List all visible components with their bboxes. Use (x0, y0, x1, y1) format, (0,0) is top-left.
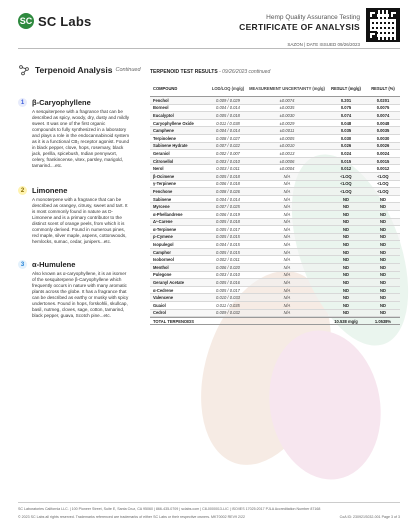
cell-result-mg: ND (343, 264, 349, 270)
cell-result-pct: ND (380, 242, 386, 248)
cell-compound: Caryophyllene Oxide (153, 120, 194, 126)
cell-result-pct: <LOQ (377, 188, 389, 194)
cell-lod-loq: 0.008 / 0.026 (216, 188, 240, 194)
sc-labs-logo-icon: SC (18, 13, 34, 29)
table-row (150, 112, 400, 120)
cell-compound: Myrcene (153, 204, 170, 210)
header-meta: SAZON | DATE ISSUED 09/26/2023 (287, 42, 360, 47)
table-row (150, 294, 400, 302)
cell-compound: Camphor (153, 249, 171, 255)
sc-labs-logo-text: SC Labs (38, 13, 92, 29)
cell-result-mg: ND (343, 257, 349, 263)
table-row (150, 165, 400, 173)
cell-result-mg: ND (343, 287, 349, 293)
header-compound: COMPOUND (153, 85, 178, 91)
terpene-name: β-Caryophyllene (32, 98, 91, 107)
cell-uncertainty: N/A (283, 204, 291, 210)
cell-result-pct: ND (380, 219, 386, 225)
cell-uncertainty: N/A (283, 173, 291, 179)
cell-compound: Guaiol (153, 302, 166, 308)
cell-compound: Citronellol (153, 158, 174, 164)
cell-lod-loq: 0.005 / 0.018 (216, 112, 240, 118)
table-row (150, 211, 400, 219)
sc-labs-logo (18, 13, 91, 29)
cell-compound: Borneol (153, 105, 169, 111)
table-row (150, 287, 400, 295)
footer-coa-id: CoA ID: 230921S032-001 Page 3 of 3 (339, 515, 400, 519)
cell-result-pct: 0.0015 (376, 158, 390, 164)
table-row (150, 302, 400, 310)
cell-compound: α-Phellandrene (153, 211, 183, 217)
cell-lod-loq: 0.011 / 0.038 (216, 120, 240, 126)
cell-compound: Fenchol (153, 97, 169, 103)
cell-result-pct: ND (380, 295, 386, 301)
cell-result-pct: ND (380, 287, 386, 293)
cell-lod-loq: 0.006 / 0.020 (216, 264, 240, 270)
cell-lod-loq: 0.004 / 0.015 (216, 242, 240, 248)
cell-lod-loq: 0.004 / 0.014 (216, 196, 240, 202)
cell-uncertainty: ±0.0004 (279, 166, 295, 172)
terpene-item (18, 186, 130, 245)
table-row (150, 143, 400, 151)
cell-compound: Geranyl Acetate (153, 280, 185, 286)
cell-compound: Sabinene Hydrate (153, 143, 188, 149)
cell-uncertainty: ±0.0074 (279, 97, 295, 103)
cell-result-mg: 0.026 (340, 143, 352, 149)
cell-uncertainty: N/A (283, 310, 291, 316)
cell-result-pct: ND (380, 234, 386, 240)
cell-uncertainty: N/A (283, 196, 291, 202)
cell-result-mg: <LOQ (340, 181, 352, 187)
terpene-number: 1 (18, 98, 27, 107)
cell-lod-loq: 0.007 / 0.025 (216, 204, 240, 210)
cell-compound: Isoborneol (153, 257, 174, 263)
cell-lod-loq: 0.005 / 0.018 (216, 219, 240, 225)
table-title-text: TERPENOID TEST RESULTS (150, 69, 218, 75)
cell-result-pct: 0.0030 (376, 135, 390, 141)
table-body (150, 97, 400, 317)
cell-uncertainty: ±0.0013 (279, 150, 295, 156)
header-result-pct: RESULT (%) (371, 85, 395, 91)
cell-lod-loq: 0.005 / 0.018 (216, 173, 240, 179)
cell-uncertainty: N/A (283, 188, 291, 194)
section-header (18, 64, 141, 76)
cell-uncertainty: N/A (283, 249, 291, 255)
cell-result-mg: 0.012 (340, 166, 352, 172)
terpenoid-results-table (150, 80, 400, 325)
cell-lod-loq: 0.010 / 0.033 (216, 295, 240, 301)
cell-result-pct: <LOQ (377, 181, 389, 187)
cell-lod-loq: 0.003 / 0.011 (216, 166, 240, 172)
cell-uncertainty: N/A (283, 280, 291, 286)
footer-divider (18, 502, 400, 503)
total-label: TOTAL TERPENOIDS (153, 318, 194, 324)
table-row (150, 196, 400, 204)
cell-result-mg: 0.201 (340, 97, 352, 103)
terpene-number: 3 (18, 260, 27, 269)
cell-result-mg: 0.030 (340, 135, 352, 141)
terpene-description: A monoterpene with a fragrance that can be described as orangey, citrusy, sweet and tart. It is most commonly found in nature as D-Limonene and is a primary contributor to the distinct scent of orange peels, from which it is commonly derived. Found in numerous pines, red maple, silver maple, aspens, cottonwoods, hemlocks, sumac, cedar, junipers...etc. (32, 197, 128, 244)
cell-lod-loq: 0.006 / 0.018 (216, 181, 240, 187)
cell-result-pct: 0.0074 (376, 112, 390, 118)
cell-compound: α-Terpinene (153, 226, 177, 232)
cell-compound: Fenchone (153, 188, 173, 194)
cell-result-pct: ND (380, 211, 386, 217)
cell-result-mg: ND (343, 219, 349, 225)
cell-result-mg: <LOQ (340, 188, 352, 194)
cell-uncertainty: N/A (283, 264, 291, 270)
header-measurement-uncertainty: MEASUREMENT UNCERTAINTY (mg/g) (249, 85, 325, 91)
cell-uncertainty: N/A (283, 295, 291, 301)
cell-result-mg: ND (343, 242, 349, 248)
cell-compound: γ-Terpinene (153, 181, 176, 187)
cell-result-pct: ND (380, 310, 386, 316)
cell-result-mg: 0.048 (340, 120, 352, 126)
cell-result-mg: ND (343, 310, 349, 316)
cell-lod-loq: 0.002 / 0.007 (216, 150, 240, 156)
table-row (150, 105, 400, 113)
cell-uncertainty: ±0.0005 (279, 135, 295, 141)
cell-result-pct: ND (380, 204, 386, 210)
cell-compound: α-Cedrene (153, 287, 174, 293)
cell-result-pct: ND (380, 249, 386, 255)
cell-uncertainty: N/A (283, 257, 291, 263)
cell-result-pct: ND (380, 302, 386, 308)
cell-result-pct: ND (380, 226, 386, 232)
cell-result-mg: ND (343, 234, 349, 240)
cell-lod-loq: 0.006 / 0.019 (216, 211, 240, 217)
terpene-molecule-icon (18, 64, 30, 76)
cell-compound: β-Ocimene (153, 173, 175, 179)
cell-result-pct: 0.0026 (376, 143, 390, 149)
table-row (150, 188, 400, 196)
cell-uncertainty: N/A (283, 242, 291, 248)
section-title: Terpenoid Analysis (35, 65, 113, 75)
cell-result-pct: ND (380, 196, 386, 202)
footer-line-2 (18, 515, 400, 519)
header-info (239, 14, 360, 47)
cell-result-mg: 0.074 (340, 112, 352, 118)
header-divider (18, 48, 400, 49)
cell-lod-loq: 0.005 / 0.015 (216, 249, 240, 255)
terpene-number: 2 (18, 186, 27, 195)
cell-uncertainty: ±0.0029 (279, 120, 295, 126)
cell-result-mg: 0.024 (340, 150, 352, 156)
cell-result-pct: 0.0075 (376, 105, 390, 111)
terpene-name: α-Humulene (32, 260, 76, 269)
header-result-mg: RESULT (mg/g) (331, 85, 361, 91)
cell-compound: Geraniol (153, 150, 170, 156)
table-row (150, 264, 400, 272)
footer-line-1 (18, 507, 400, 511)
table-row (150, 219, 400, 227)
table-row (150, 97, 400, 105)
cell-result-mg: <LOQ (340, 173, 352, 179)
cell-uncertainty: N/A (283, 287, 291, 293)
table-row (150, 120, 400, 128)
cell-compound: Pulegone (153, 272, 172, 278)
table-row (150, 173, 400, 181)
cell-compound: Cedrol (153, 310, 166, 316)
cell-compound: Sabinene (153, 196, 172, 202)
cell-uncertainty: N/A (283, 226, 291, 232)
terpene-item (18, 260, 130, 319)
terpene-description: A sesquiterpene with a fragrance that can be described as spicy, woody, dry, dusty and mildly sweet. It was one of the first organic compounds to fully synthesized in a laboratory and plays a role in the endocannabinoid system as it is a functional CB₂ receptor agonist. Found in black pepper, clove, hops, rosemary, black jack, perilla, spicebush, Indian pennywort, celery, frankincense, vitex, parsley, marigold, tamarind....etc. (32, 109, 130, 168)
table-row (150, 181, 400, 189)
cell-result-mg: ND (343, 196, 349, 202)
cell-uncertainty: N/A (283, 181, 291, 187)
header-lod-loq: LOD/LOQ (mg/g) (211, 85, 245, 91)
cell-result-pct: 0.0024 (376, 150, 390, 156)
cell-lod-loq: 0.004 / 0.014 (216, 105, 240, 111)
total-mg: 10.538 mg/g (334, 318, 358, 324)
cell-lod-loq: 0.003 / 0.010 (216, 158, 240, 164)
header-title: CERTIFICATE OF ANALYSIS (239, 22, 360, 32)
cell-result-pct: <LOQ (377, 173, 389, 179)
cell-compound: Δ³-Carene (153, 219, 173, 225)
cell-uncertainty: ±0.0011 (279, 128, 295, 134)
cell-result-pct: 0.0048 (376, 120, 390, 126)
table-row (150, 203, 400, 211)
cell-result-mg: 0.035 (340, 128, 352, 134)
cell-compound: Terpinolene (153, 135, 176, 141)
cell-result-mg: 0.075 (340, 105, 352, 111)
cell-uncertainty: ±0.0030 (279, 112, 295, 118)
cell-lod-loq: 0.005 / 0.017 (216, 226, 240, 232)
footer-copyright: © 2023 SC Labs all rights reserved. Trademarks referenced are trademarks of either SC Labs or their respective owners. MKT0002 REV9 2/22 (18, 515, 245, 519)
cell-lod-loq: 0.009 / 0.029 (216, 97, 240, 103)
cell-lod-loq: 0.007 / 0.022 (216, 143, 240, 149)
cell-result-mg: 0.015 (340, 158, 352, 164)
table-title-date: - 09/26/2023 continued (219, 69, 271, 75)
section-continued: Continued (115, 67, 141, 73)
cell-result-pct: 0.0035 (376, 128, 390, 134)
cell-result-mg: ND (343, 272, 349, 278)
cell-uncertainty: N/A (283, 302, 291, 308)
cell-uncertainty: N/A (283, 272, 291, 278)
cell-lod-loq: 0.003 / 0.010 (216, 272, 240, 278)
cell-result-mg: ND (343, 302, 349, 308)
header-subtitle: Hemp Quality Assurance Testing (266, 14, 360, 21)
cell-lod-loq: 0.011 / 0.035 (216, 302, 240, 308)
table-row (150, 256, 400, 264)
cell-result-pct: 0.0201 (376, 97, 390, 103)
cell-result-pct: ND (380, 257, 386, 263)
cell-lod-loq: 0.008 / 0.027 (216, 135, 240, 141)
terpene-item (18, 98, 130, 169)
cell-result-mg: ND (343, 204, 349, 210)
cell-lod-loq: 0.005 / 0.016 (216, 280, 240, 286)
cell-lod-loq: 0.005 / 0.015 (216, 234, 240, 240)
cell-uncertainty: ±0.0010 (279, 143, 295, 149)
footer-address: SC Laboratories California LLC. | 100 Pioneer Street, Suite E, Santa Cruz, CA 95060 | 866-435-0709 | sclabs.com | C8-0000013-LIC | ISO/IES 17025:2017 PJLA Accreditation Number 87168 (18, 507, 321, 511)
cell-lod-loq: 0.009 / 0.032 (216, 310, 240, 316)
cell-compound: Valencene (153, 295, 174, 301)
cell-lod-loq: 0.004 / 0.014 (216, 128, 240, 134)
table-header-row (150, 80, 400, 97)
qr-code-icon (366, 8, 400, 42)
terpene-description: Also known as α-caryophyllene, it is an isomer of the sesquiterpene β-Caryophyllene which frequently occurs in nature with many aromatic plants across the globe. It has a fragrance that can be described as earthy or musky with spicy undertones. Found in hops, forskohlii, skullcap, basil, nutmeg, cloves, sage, cotton, tamarind, black pepper, guava, Scotch pine...etc. (32, 271, 129, 318)
cell-result-mg: ND (343, 295, 349, 301)
table-row (150, 310, 400, 318)
table-title (150, 69, 270, 75)
cell-uncertainty: N/A (283, 211, 291, 217)
cell-compound: Camphene (153, 128, 174, 134)
cell-uncertainty: N/A (283, 219, 291, 225)
table-row (150, 272, 400, 280)
cell-result-mg: ND (343, 249, 349, 255)
cell-uncertainty: ±0.0035 (279, 105, 295, 111)
cell-compound: Eucalyptol (153, 112, 174, 118)
cell-result-mg: ND (343, 226, 349, 232)
table-row (150, 234, 400, 242)
table-row (150, 279, 400, 287)
total-row (150, 317, 400, 325)
total-pct: 1.0538% (374, 318, 392, 324)
cell-result-pct: ND (380, 264, 386, 270)
cell-uncertainty: N/A (283, 234, 291, 240)
table-row (150, 127, 400, 135)
cell-compound: Menthol (153, 264, 169, 270)
table-row (150, 241, 400, 249)
cell-compound: Nerol (153, 166, 164, 172)
cell-lod-loq: 0.005 / 0.017 (216, 287, 240, 293)
cell-result-pct: ND (380, 272, 386, 278)
table-row (150, 158, 400, 166)
table-row (150, 135, 400, 143)
cell-result-mg: ND (343, 211, 349, 217)
cell-result-pct: 0.0012 (376, 166, 390, 172)
cell-compound: p-Cymene (153, 234, 173, 240)
cell-result-mg: ND (343, 280, 349, 286)
cell-lod-loq: 0.002 / 0.011 (216, 257, 240, 263)
table-row (150, 226, 400, 234)
cell-result-pct: ND (380, 280, 386, 286)
terpene-name: Limonene (32, 186, 68, 195)
table-row (150, 249, 400, 257)
table-row (150, 150, 400, 158)
cell-compound: Isopulegol (153, 242, 174, 248)
cell-uncertainty: ±0.0006 (279, 158, 295, 164)
